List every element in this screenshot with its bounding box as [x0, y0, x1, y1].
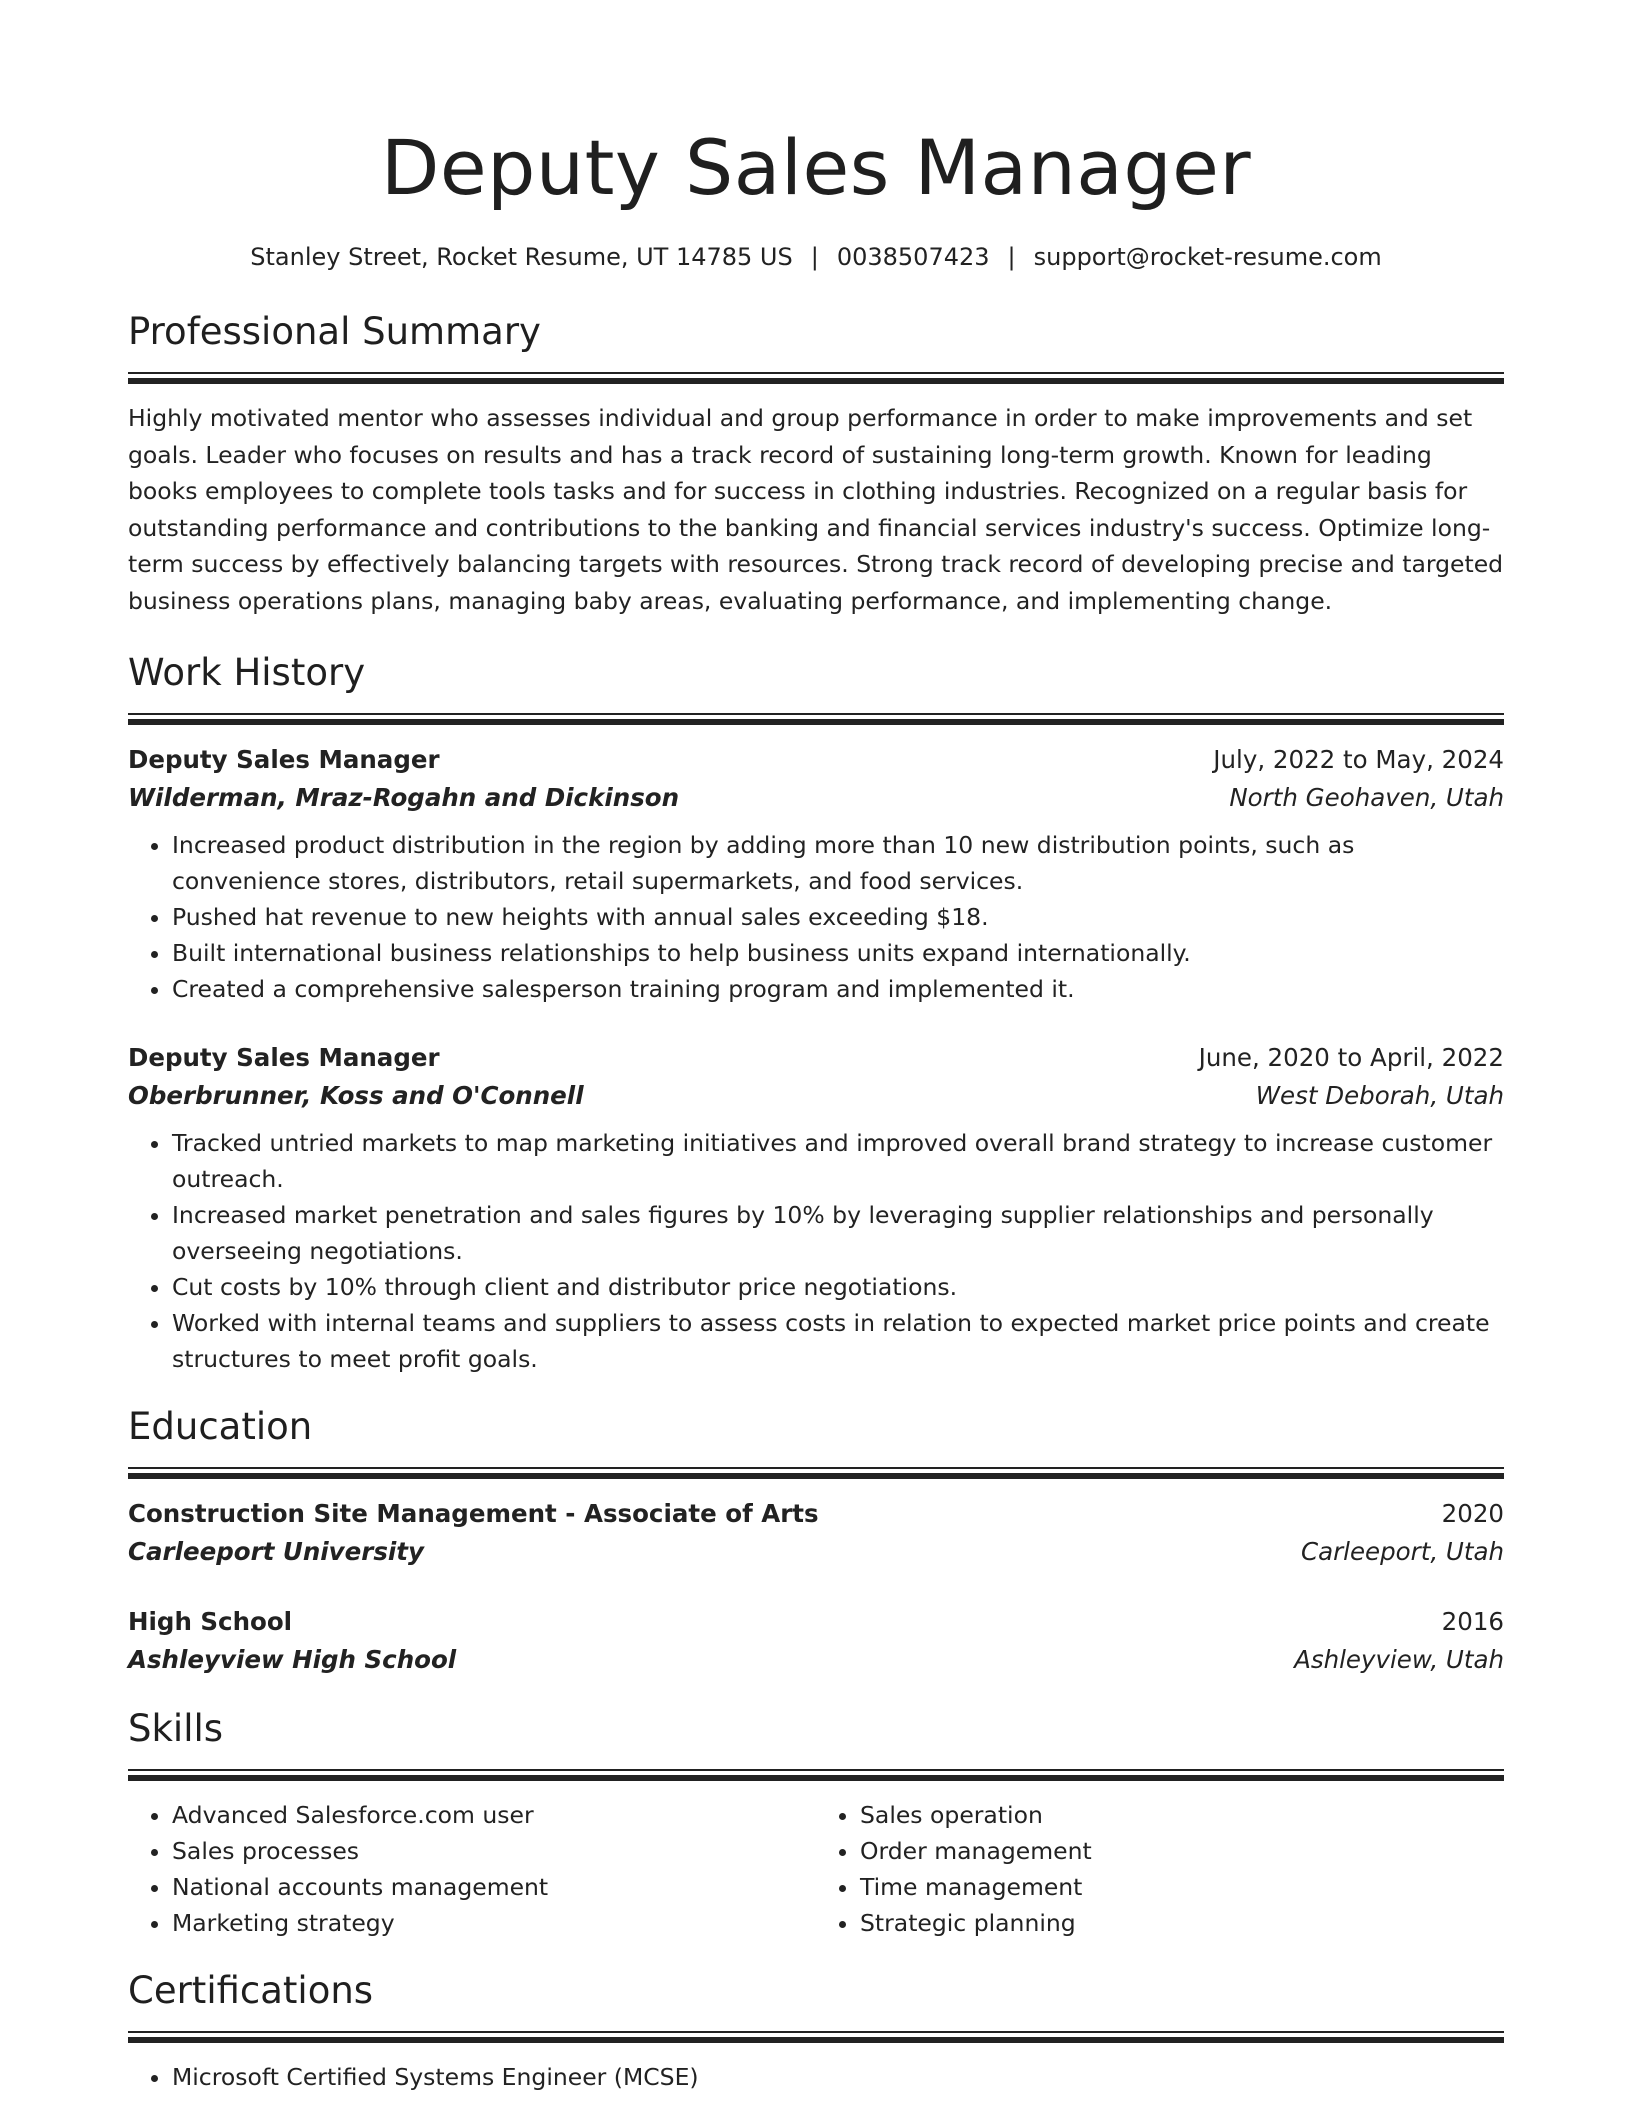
list-item: • Pushed hat revenue to new heights with annual sales exceeding $18. [172, 899, 1504, 935]
list-item: • Built international business relationships to help business units expand internationally. [172, 935, 1504, 971]
education-section [128, 1403, 1504, 1679]
section-title: Work History [128, 651, 366, 694]
candidate-name: Deputy Sales Manager [380, 123, 1252, 212]
contact-line [128, 240, 1504, 274]
job-subheader [128, 779, 1504, 817]
education-entry [128, 1603, 1504, 1679]
job-header [128, 741, 1504, 779]
job-bullets [128, 1125, 1504, 1377]
section-divider [128, 372, 1504, 384]
education-year: 2016 [1441, 1607, 1504, 1636]
contact-phone: 0038507423 [836, 243, 990, 271]
summary-text: Highly motivated mentor who assesses individual and group performance in order to make improvements and set goals. Leader who focuses on results and has a track record of sustaining long-term growth. Known for leading books employees to complete tools tasks and for success in clothing industries. Recognized on a regular basis for outstanding performance and contributions to the banking and financial services industry's success. Optimize long-term success by effectively balancing targets with resources. Strong track record of developing precise and targeted business operations plans, managing baby areas, evaluating performance, and implementing change. [128, 404, 1504, 615]
contact-separator: | [810, 243, 819, 271]
list-item: • Worked with internal teams and suppliers to assess costs in relation to expected market price points and create structures to meet profit goals. [172, 1305, 1504, 1377]
job-header [128, 1039, 1504, 1077]
section-divider [128, 1467, 1504, 1479]
work-history-section [128, 649, 1504, 1377]
section-title: Certifications [128, 1969, 374, 2012]
contact-address: Stanley Street, Rocket Resume, UT 14785 US [250, 243, 793, 271]
list-item: • Sales processes [172, 1833, 816, 1869]
list-item: • Microsoft Certified Systems Engineer (MCSE) [172, 2059, 1504, 2095]
list-item: • Strategic planning [860, 1905, 1504, 1941]
education-subheader [128, 1533, 1504, 1571]
degree: Construction Site Management - Associate of Arts [128, 1499, 819, 1528]
section-title: Professional Summary [128, 310, 541, 353]
job-subheader [128, 1077, 1504, 1115]
school-name: Ashleyview High School [128, 1645, 457, 1674]
job-location: West Deborah, Utah [1255, 1081, 1504, 1110]
list-item: • Cut costs by 10% through client and distributor price negotiations. [172, 1269, 1504, 1305]
section-divider [128, 713, 1504, 725]
job-entry [128, 1039, 1504, 1377]
school-name: Carleeport University [128, 1537, 424, 1566]
job-title: Deputy Sales Manager [128, 1043, 440, 1072]
job-company: Wilderman, Mraz-Rogahn and Dickinson [128, 783, 680, 812]
skills-grid [128, 1797, 1504, 1941]
summary-section [128, 308, 1504, 619]
job-location: North Geohaven, Utah [1229, 783, 1504, 812]
section-divider [128, 1769, 1504, 1781]
skills-list-right [816, 1797, 1504, 1941]
job-company: Oberbrunner, Koss and O'Connell [128, 1081, 584, 1110]
skills-section [128, 1705, 1504, 1941]
education-subheader [128, 1641, 1504, 1679]
certifications-list [128, 2059, 1504, 2095]
job-bullets [128, 827, 1504, 1007]
list-item: • Increased market penetration and sales figures by 10% by leveraging supplier relationships and personally overseeing negotiations. [172, 1197, 1504, 1269]
list-item: • National accounts management [172, 1869, 816, 1905]
certifications-section [128, 1967, 1504, 2095]
list-item: • Created a comprehensive salesperson training program and implemented it. [172, 971, 1504, 1007]
education-header [128, 1603, 1504, 1641]
section-title: Skills [128, 1707, 224, 1750]
school-location: Ashleyview, Utah [1294, 1645, 1504, 1674]
job-entry [128, 741, 1504, 1007]
contact-email[interactable]: support@rocket-resume.com [1033, 243, 1382, 271]
education-header [128, 1495, 1504, 1533]
education-year: 2020 [1441, 1499, 1504, 1528]
school-location: Carleeport, Utah [1300, 1537, 1504, 1566]
skills-list-left [128, 1797, 816, 1941]
list-item: • Advanced Salesforce.com user [172, 1797, 816, 1833]
degree: High School [128, 1607, 293, 1636]
list-item: • Increased product distribution in the region by adding more than 10 new distribution points, such as convenience stores, distributors, retail supermarkets, and food services. [172, 827, 1504, 899]
job-dates: July, 2022 to May, 2024 [1213, 745, 1504, 774]
list-item: • Time management [860, 1869, 1504, 1905]
job-title: Deputy Sales Manager [128, 745, 440, 774]
section-title: Education [128, 1405, 313, 1448]
job-dates: June, 2020 to April, 2022 [1198, 1043, 1504, 1072]
section-divider [128, 2031, 1504, 2043]
list-item: • Sales operation [860, 1797, 1504, 1833]
list-item: • Tracked untried markets to map marketing initiatives and improved overall brand strategy to increase customer outreach. [172, 1125, 1504, 1197]
list-item: • Marketing strategy [172, 1905, 816, 1941]
list-item: • Order management [860, 1833, 1504, 1869]
education-entry [128, 1495, 1504, 1571]
contact-separator: | [1007, 243, 1016, 271]
